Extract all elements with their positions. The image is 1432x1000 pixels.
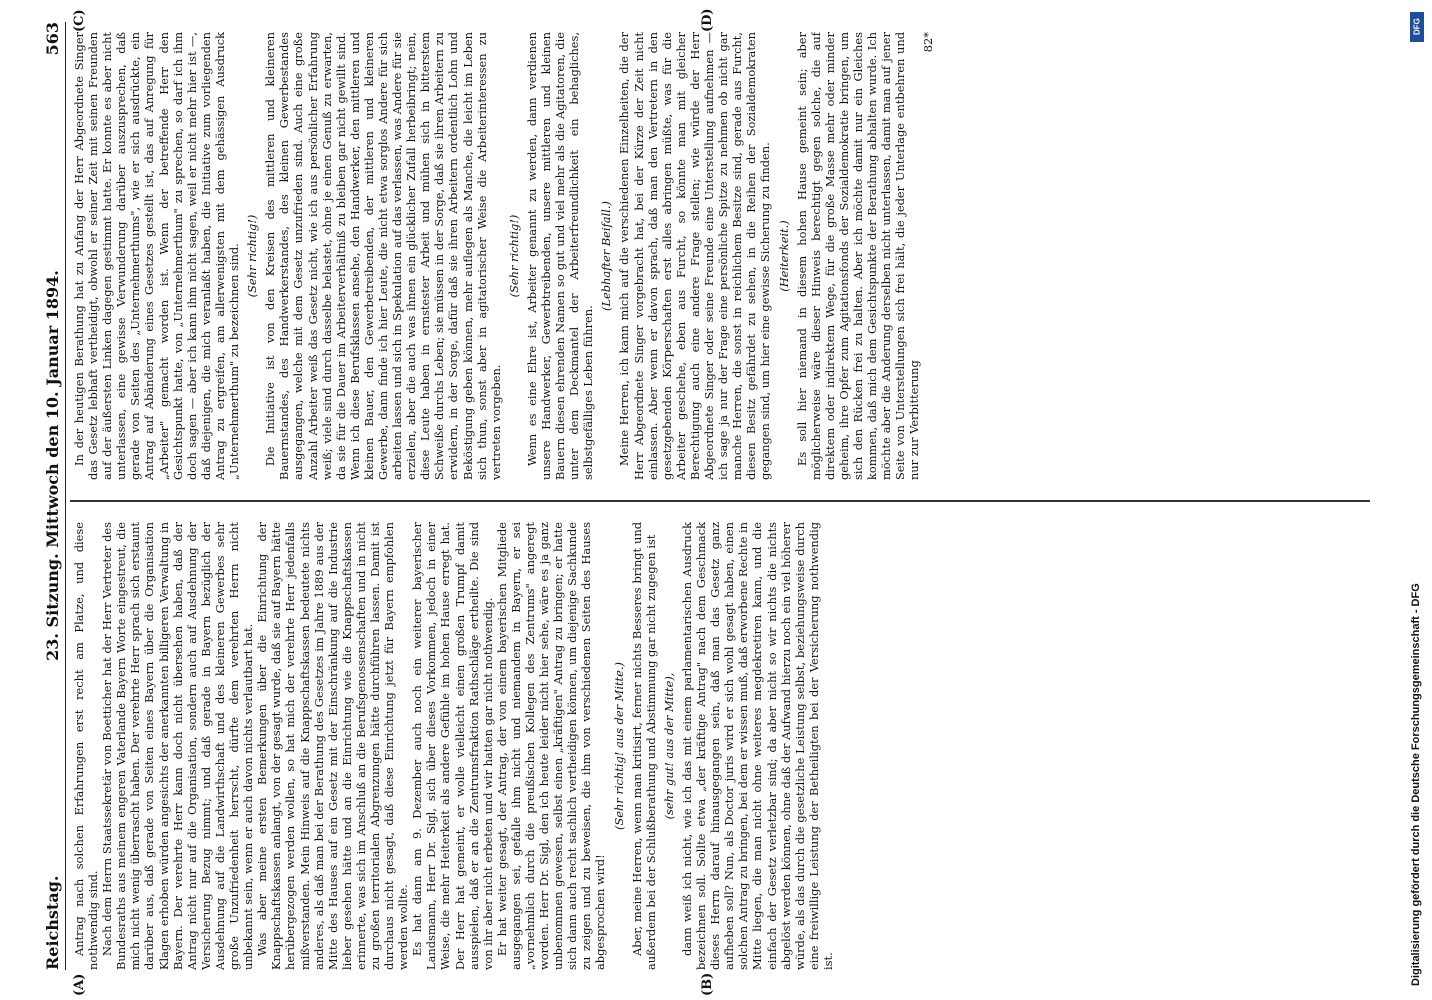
paragraph: Meine Herren, ich kann mich auf die verschiedenen Einzelheiten, die der Herr Abgeordnete Singer vorgebracht hat, bei der Kürze der Zeit nicht einlassen. Aber wenn er davon sprach, daß man den Vertretern in den gesetzgebenden Körperschaften erst alles abringen müßte, was für die Arbeiter geschehe, eben aus Furcht, so könnte man mit gleicher Berechtigung auch eine andere Frage stellen; wie würde der Herr Abgeordnete Singer oder seine Freunde eine Unterstellung aufnehmen — ich sage ja nur der Frage eine persönliche Spitze zu nehmen ob nicht gar manche Herren, die sonst in reichlichem Besitze sind, gerade aus Furcht, diesen Besitz gefährdet zu sehen, in die Reihen der Sozialdemokraten gegangen sind, um hier eine gewisse Sicherung zu finden. (617, 32, 773, 480)
paragraph: Antrag nach solchen Erfahrungen erst recht am Platze, und diese nothwendig sind. (72, 522, 101, 970)
column-divider (70, 501, 1370, 503)
header-center: 23. Sitzung. Mittwoch den 10. Januar 1894. (43, 270, 62, 661)
paragraph: dann weiß ich nicht, wie ich das mit einem parlamentarischen Ausdruck bezeichnen soll. Sollte etwa „der kräftige Antrag" nach dem Geschmack dieses Herrn darauf hinausgegangen sein, daß man das Gesetz ganz aufheben soll? Nun, als Doctor juris wird er sich wohl gesagt haben, einen solchen Antrag zu bringen, bei dem er wissen muß, daß erworbene Rechte in Mitte liegen, die man nicht ohne weiteres megdekretiren kann, und die einfach der Gesetz verletzbar sind; da aber nicht so wir nichts die nichts abgelöst werden können, ohne daß der Aufwand hierzu noch ein viel höherer würde, als das durch die gesetzliche Leistung selbst, beziehungsweise durch eine freiwillige Leistung der Betheiligten bei der Versicherung nothwendig ist. (679, 522, 835, 970)
marker-d: (D) (700, 8, 715, 32)
marker-a: (A) (72, 973, 87, 996)
paragraph: Wenn es eine Ehre ist, Arbeiter genannt zu werden, dann verdienen unsere Handwerker, Gewerbtreibenden, unsere mittleren und kleinen Bauern diesen ehrenden Namen so gut und viel mehr als die Agitatoren, die unter dem Deckmantel der Arbeiterfreundlichkeit ein behagliches, selbstgefälliges Leben führen. (524, 32, 596, 480)
paragraph: Was aber meine ersten Bemerkungen über die Einrichtung der Knappschaftskassen anlangt, von der gesagt wurde, daß sie auf Bayern hätte herübergezogen werden wollen, so hat mich der verehrte Herr jedenfalls mißverstanden. Mein Hinweis auf die Knappschaftskassen bedeutete nichts anderes, als daß man bei der Berathung des Gesetzes im Jahre 1889 aus der Mitte des Hauses auf ein Gesetz mit der Einschränkung auf die Industrie lieber gesehen hätte und an die Einrichtung wie die Knappschaftskassen erinnerte, was sich im Anschluß an die Berufsgenossenschaften und in nicht zu großen territorialen Abgrenzungen hätte durchführen lassen. Damit ist durchaus nicht gesagt, daß diese Einrichtung jetzt für Bayern empfohlen werden wollte. (255, 522, 411, 970)
interjection: (Sehr richtig!) (245, 214, 260, 298)
header-left: Reichstag. (43, 875, 62, 970)
signature-mark: 82* (921, 32, 936, 53)
paragraph: Er hat weiter gesagt, der Antrag, der von einem bayerischen Mitgliede ausgegangen sei, gefalle ihm nicht und niemandem in Bayern, er sei „vornehmlich durch die preußischen Kollegen des Zentrums" angeregt worden. Herr Dr. Sigl, den ich heute leider nicht hier sehe, wäre es ja ganz unbenommen gewesen, selbst einen „kräftigen" Antrag zu bringen; er hatte sich dann auch recht sachlich vertheidigen können, um diejenige Sachkunde zu zeigen und zu beweisen, die ihm von verschiedenen Seiten des Hauses abgesprochen wird! (494, 522, 608, 970)
paragraph: Es hat dann am 9. Dezember auch noch ein weiterer bayerischer Landsmann, Herr Dr. Sigl, sich über dieses Vorkommen, jedoch in einer Weise, die mehr Heiterkeit als andere Gefühle im hohen Hause erregt hat. Der Herr hat gemeint, er wolle vielleicht einen großen Trumpf damit ausspielen, daß er an die Zentrumsfraktion Rathschläge ertheilte. Die sind von ihr aber nicht erbeten und wir hatten gar nicht nothwendig. (410, 522, 495, 970)
marker-c: (C) (72, 9, 87, 32)
marker-b: (B) (700, 972, 715, 996)
interjection: (sehr gut! aus der Mitte), (661, 672, 676, 820)
interjection: (Lebhafter Beifall.) (599, 201, 614, 311)
paragraph: Aber, meine Herren, wenn man kritisirt, ferner nichts Besseres bringt und außerdem bei der Schlußberathung und Abstimmung gar nicht zugegen ist (629, 522, 658, 970)
paragraph: Nach dem Herrn Staatssekretär von Boetticher hat der Herr Vertreter des Bundesraths aus meinem engeren Vaterlande Bayern Worte eingestreut, die mich nicht wenig überrascht haben. Der verehrte Herr sprach sich erstaunt darüber aus, daß gerade von Seiten eines Bayern über die Organisation Klagen erhoben würden angesichts der anerkannten billigeren Verwaltung in Bayern. Der verehrte Herr kann doch nicht übersehen haben, daß der Antrag nicht nur auf die Organisation, sondern auch auf Ausdehnung der Versicherung Bezug nimmt; und daß gerade in Bayern bezüglich der Ausdehnung auf die Landwirthschaft und des kleineren Gewerbes sehr große Unzufriedenheit herrscht, dürfte dem verehrten Herrn nicht unbekannt sein, wenn er auch davon nichts verlautbart hat. (100, 522, 256, 970)
digitization-credit: Digitalisierung gefördert durch die Deutsche Forschungsgemeinschaft - DFG (1410, 583, 1422, 986)
interjection: (Heiterkeit.) (776, 220, 791, 292)
left-column (72, 522, 1362, 970)
interjection: (Sehr richtig!) (506, 214, 521, 298)
paragraph: In der heutigen Berathung hat zu Anfang der Herr Abgeordnete Singer das Gesetz lebhaft vertheidigt, obwohl er seiner Zeit mit seinen Freunden auf der äußersten Linken dagegen gestimmt hatte. Er konnte es aber nicht unterlassen, eine gewisse Verwunderung darüber auszusprechen, daß gerade von Seiten des „Unternehmerthums", wie er sich ausdrückte, ein Antrag auf Abänderung eines Gesetzes gestellt ist, das auf Anregung für „Arbeiter" gemacht worden ist. Wenn der betreffende Herr den Gesichtspunkt hatte, von „Unternehmerthum" zu sprechen, so darf ich ihm doch sagen — aber ich kann ihm nicht sagen, weil er nicht mehr hier ist —, daß diejenigen, die mich veranlaßt haben, die Initiative zum vorliegenden Antrag zu ergreifen, am allerwenigsten mit dem gehässigen Ausdruck „Unternehmerthum" zu bezeichnen sind. (72, 32, 242, 480)
page-header (36, 22, 66, 970)
page-number: 563 (43, 22, 62, 56)
paragraph: Es soll hier niemand in diesem hohen Hause gemeint sein; aber möglicherweise wäre dieser Hinweis berechtigt gegen solche, die auf direktem oder indirektem Wege, für die große Masse mehr oder minder geheim, ihre Opfer zum Agitationsfonds der Sozialdemokratie bringen, um sich den Rücken frei zu halten. Aber ich möchte damit nur ein Gleiches kommen, daß mich dem Gesichtspunkte der Berathung abhalten wurde. Ich möchte aber die Anderung derselben nicht unterlassen, damit man auf jener Seite von Unterstellungen sich frei hält, die jeder Unterlage entbehren und nur zur Verbitterung (794, 32, 922, 480)
interjection: (Sehr richtig! aus der Mitte.) (611, 662, 626, 830)
paragraph: Die Initiative ist von den Kreisen des mittleren und kleineren Bauernstandes, des Handwerkerstandes, des kleinen Gewerbestandes ausgegangen, welche mit dem Gesetz unzufrieden sind. Auch eine große Anzahl Arbeiter weiß das Gesetz nicht, wie ich aus persönlicher Erfahrung weiß; viele sind durch dasselbe belastet, ohne je einen Genuß zu erwarten, da sie für die Dauer im Arbeiterverhältniß zu bleiben gar nicht gewillt sind. Wenn ich diese Berufsklassen ansehe, den Handwerker, den mittleren und kleinen Bauer, den Gewerbetreibenden, der mittleren und kleineren Gewerbe, dann finde ich hier Leute, die nicht etwa sorglos Andere für sich arbeiten lassen und sich in Spekulation auf das verlassen, was Andere für sie erzielen, aber die auch was ihnen ein glücklicher Zufall herbeibringt; nein, diese Leute haben in ernstester Arbeit und mühen sich in bitterstem Schweiße durchs Leben; sie müssen in der Sorge, daß sie ihren Arbeitern zu erwidern, in der Sorge, dafür daß sie ihren Arbeitern ordentlich Lohn und Beköstigung geben können, mehr auflegen als Manche, die leicht im Leben sich thun, sonst aber in agitatorischer Weise die Arbeiterinteressen zu vertreten vorgeben. (263, 32, 503, 480)
right-column (72, 32, 1362, 480)
dfg-logo: DFG (1410, 12, 1424, 42)
